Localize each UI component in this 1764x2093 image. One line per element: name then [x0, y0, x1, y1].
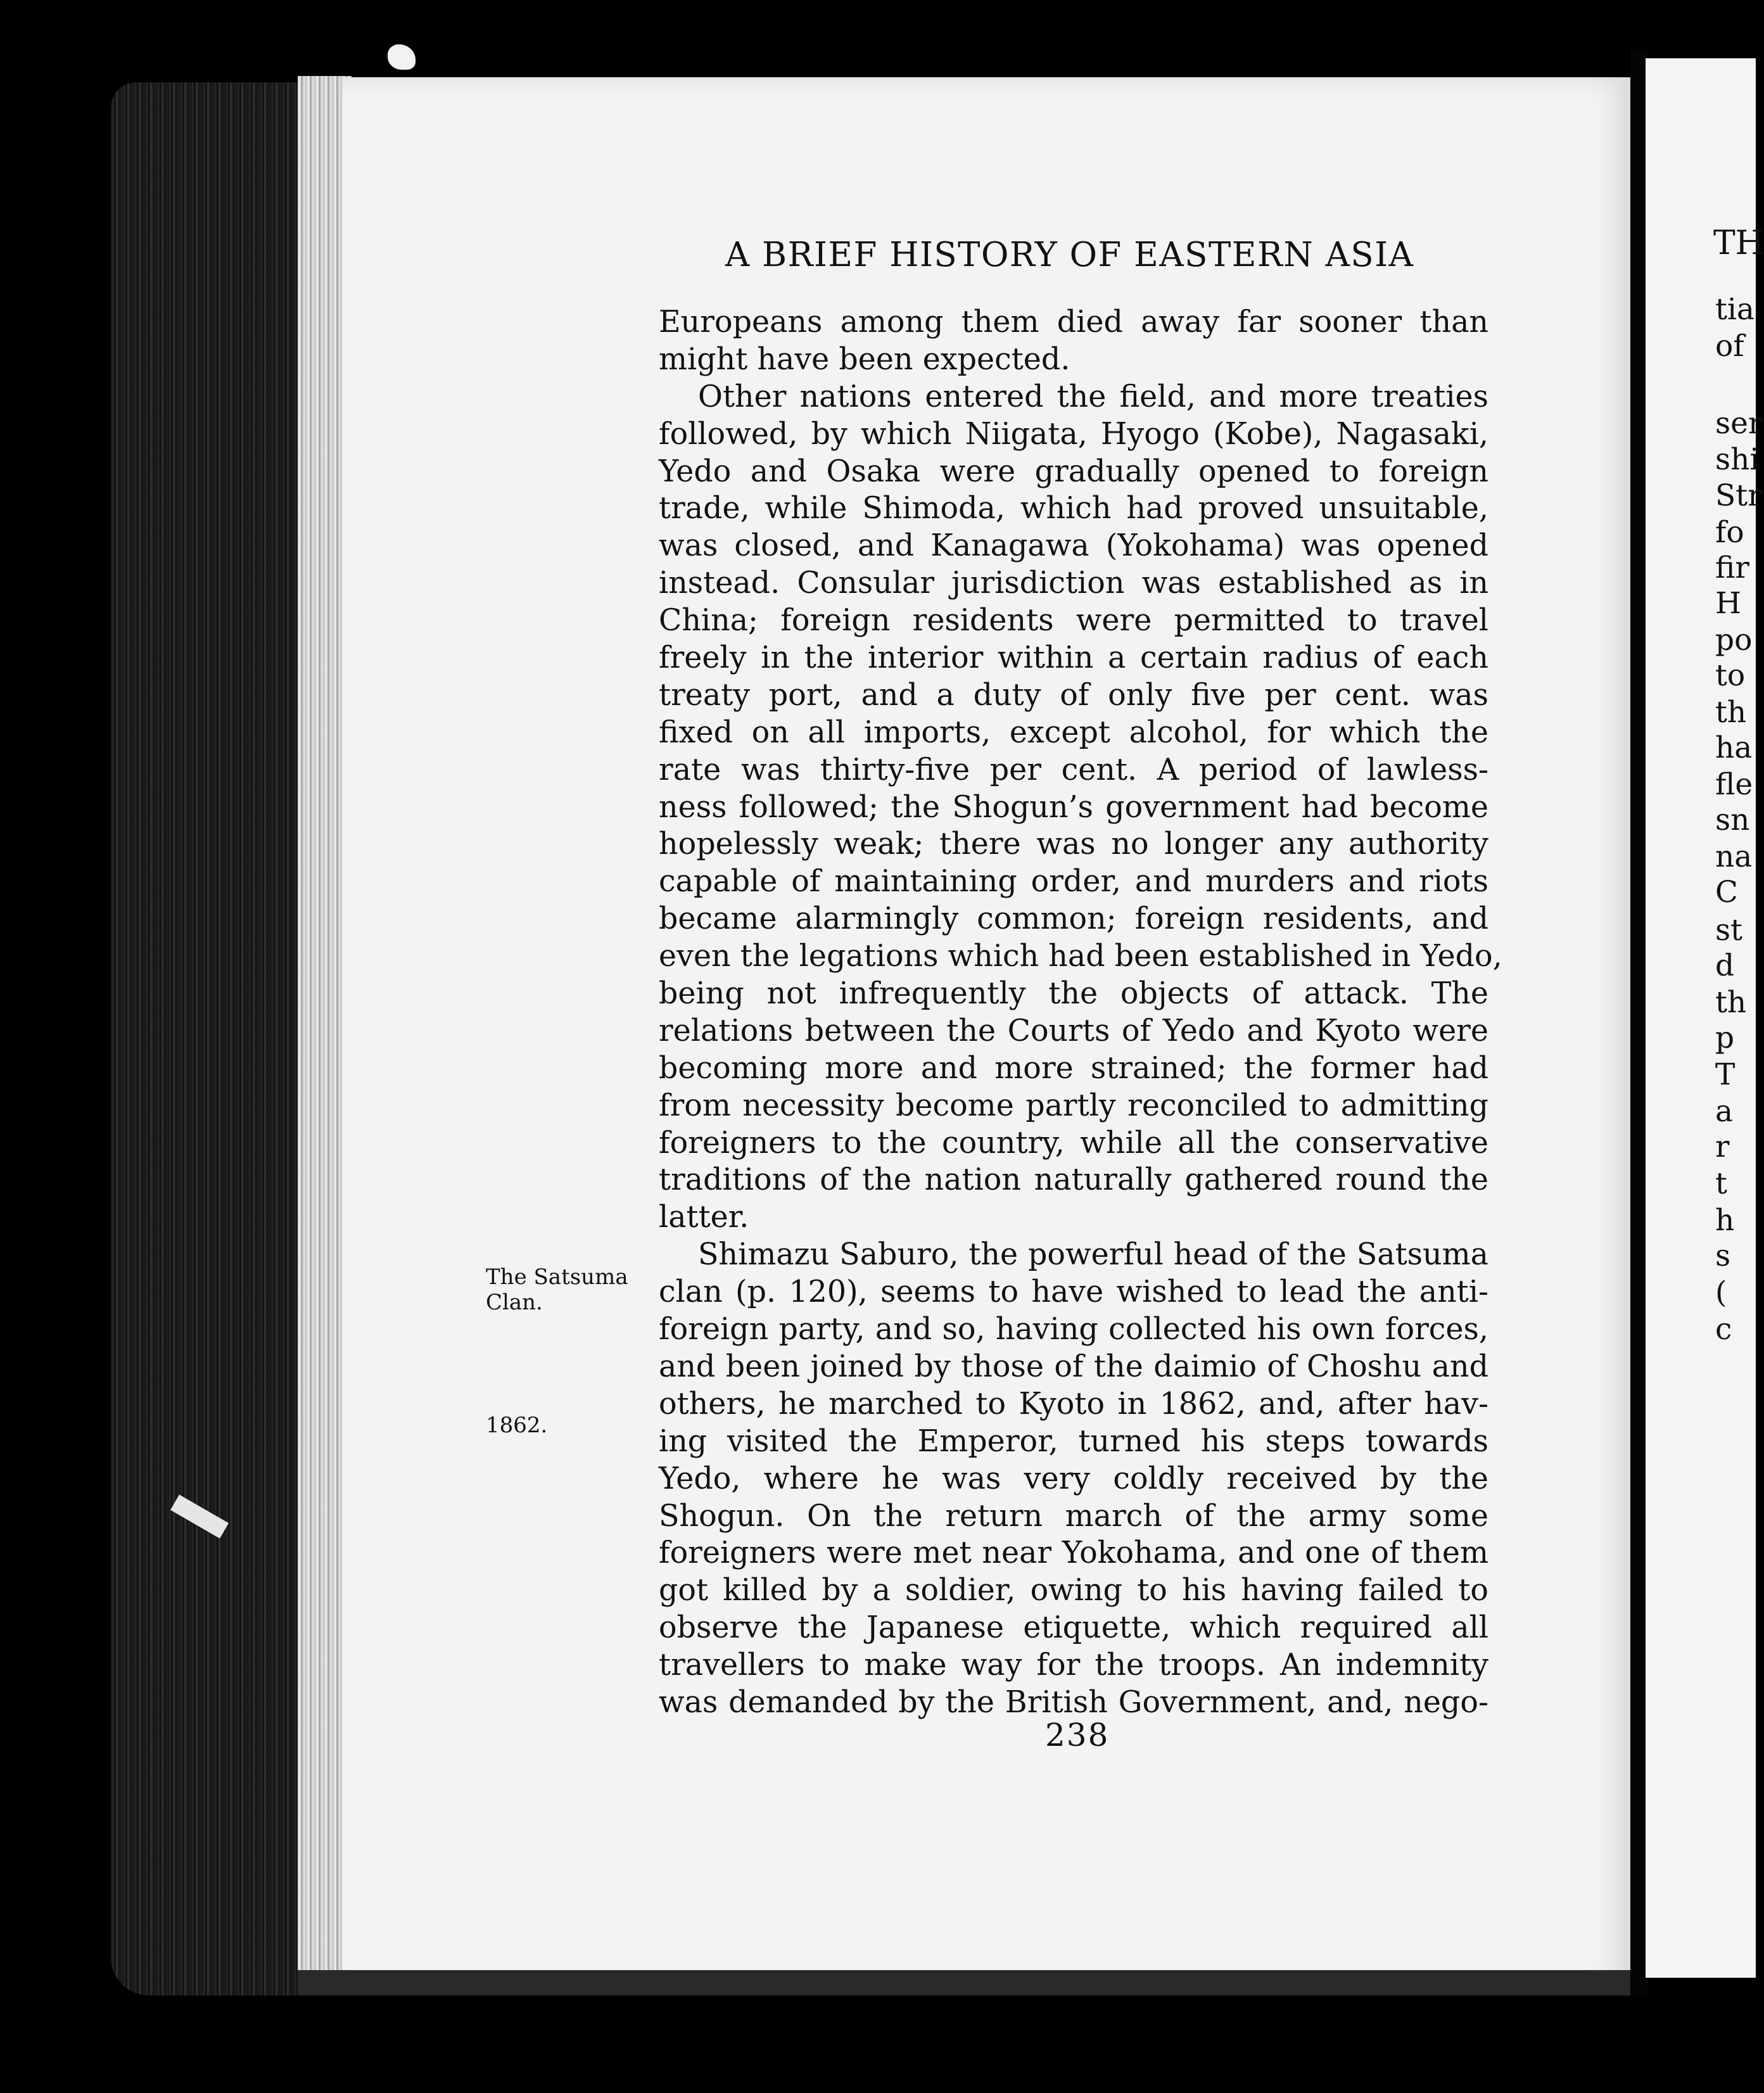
right-page-fragment-text: sn — [1715, 803, 1750, 837]
body-line: observe the Japanese etiquette, which required all — [659, 1610, 1488, 1646]
body-line: Europeans among them died away far sooner than — [659, 305, 1488, 340]
body-line: capable of maintaining order, and murders and riots — [659, 864, 1488, 900]
right-page-fragment-text: fle — [1715, 767, 1753, 802]
body-line: Yedo, where he was very coldly received by the — [659, 1461, 1488, 1496]
paper-speck — [388, 44, 416, 70]
right-page-fragment-text: d — [1715, 948, 1735, 983]
right-page-fragment-text: ha — [1715, 730, 1753, 765]
body-line: trade, while Shimoda, which had proved unsuitable, — [659, 491, 1488, 526]
body-line: relations between the Courts of Yedo and Kyoto were — [659, 1013, 1488, 1048]
body-line: Shimazu Saburo, the powerful head of the Satsuma — [698, 1237, 1488, 1273]
body-line: Shogun. On the return march of the army some — [659, 1498, 1488, 1534]
body-line: travellers to make way for the troops. An indemnity — [659, 1648, 1488, 1683]
right-page-fragment-text: ser — [1715, 406, 1763, 441]
right-page-fragment-text: c — [1715, 1312, 1732, 1347]
body-line: instead. Consular jurisdiction was established as in — [659, 566, 1488, 601]
body-line: Yedo and Osaka were gradually opened to foreign — [659, 454, 1488, 489]
right-page-fragment-text: H — [1715, 586, 1741, 621]
right-page-fragment-text: of — [1715, 329, 1744, 364]
body-line: was closed, and Kanagawa (Yokohama) was opened — [659, 528, 1488, 564]
body-line: foreigners to the country, while all the conservative — [659, 1125, 1488, 1161]
right-page-fragment-text: a — [1715, 1094, 1734, 1129]
body-line: treaty port, and a duty of only five per cent. was — [659, 677, 1488, 713]
right-page-fragment-text: T — [1715, 1057, 1735, 1092]
right-page-fragment-text: th — [1715, 985, 1747, 1020]
right-page-fragment-text: st — [1715, 913, 1743, 948]
right-page-fragment-text: tia — [1715, 292, 1754, 327]
right-page-fragment-text: na — [1715, 839, 1753, 874]
body-line: traditions of the nation naturally gathered round the — [659, 1162, 1488, 1198]
right-page-fragment-text: TH — [1713, 224, 1764, 262]
right-page-fragment-text: po — [1715, 623, 1753, 658]
body-text — [659, 304, 1502, 1722]
right-page-fragment-text: to — [1715, 658, 1746, 693]
body-line: Other nations entered the field, and more treaties — [698, 379, 1488, 414]
right-page-fragment-text: fir — [1715, 550, 1749, 585]
right-page-fragment-text: th — [1715, 695, 1747, 730]
body-line: even the legations which had been established in Yedo, — [659, 939, 1502, 974]
body-line: latter. — [659, 1200, 749, 1235]
body-line: rate was thirty-five per cent. A period of lawless- — [659, 752, 1488, 787]
right-page-fragment-text: ( — [1715, 1275, 1727, 1310]
body-line: ing visited the Emperor, turned his steps towards — [659, 1423, 1488, 1459]
body-line: got killed by a soldier, owing to his having failed to — [659, 1573, 1488, 1608]
body-line: from necessity become partly reconciled to admitting — [659, 1088, 1488, 1123]
body-line: foreign party, and so, having collected his own forces, — [659, 1312, 1488, 1347]
body-line: followed, by which Niigata, Hyogo (Kobe), Nagasaki, — [659, 416, 1488, 452]
body-line: becoming more and more strained; the former had — [659, 1050, 1488, 1086]
body-line: ness followed; the Shogun’s government had become — [659, 789, 1488, 825]
body-line: freely in the interior within a certain radius of each — [659, 640, 1488, 676]
body-line: foreigners were met near Yokohama, and one of them — [659, 1536, 1488, 1571]
margin-note-satsuma-2: Clan. — [486, 1290, 543, 1315]
right-page-fragment-text: t — [1715, 1166, 1727, 1201]
body-line: being not infrequently the objects of attack. The — [659, 976, 1488, 1012]
running-head: A BRIEF HISTORY OF EASTERN ASIA — [725, 236, 1414, 274]
body-line: became alarmingly common; foreign residents, and — [659, 901, 1488, 937]
body-line: China; foreign residents were permitted to travel — [659, 603, 1488, 639]
right-page-fragment-text: fo — [1715, 515, 1744, 550]
right-page-fragment-text: s — [1715, 1238, 1731, 1273]
body-line: was demanded by the British Government, and, nego- — [659, 1684, 1488, 1720]
right-page-fragment-text: Str — [1715, 478, 1762, 513]
body-line: clan (p. 120), seems to have wished to lead the anti- — [659, 1275, 1488, 1310]
right-page-fragment-text: h — [1715, 1203, 1735, 1238]
body-line: hopelessly weak; there was no longer any authority — [659, 827, 1488, 862]
right-page-fragment-text: shi — [1715, 442, 1760, 477]
right-page-fragment-text: p — [1715, 1021, 1735, 1055]
margin-note-year: 1862. — [486, 1413, 548, 1438]
body-line: might have been expected. — [659, 341, 1070, 377]
right-page-fragment-text: r — [1715, 1129, 1730, 1164]
margin-note-satsuma-1: The Satsuma — [486, 1264, 628, 1290]
right-page-fragment-text: C — [1715, 875, 1738, 910]
body-line: and been joined by those of the daimio of Choshu and — [659, 1349, 1488, 1384]
page-bottom-edge — [298, 1970, 1634, 1995]
body-line: fixed on all imports, except alcohol, for which the — [659, 715, 1488, 750]
page-number: 238 — [1045, 1717, 1110, 1753]
body-line: others, he marched to Kyoto in 1862, and, after hav- — [659, 1386, 1488, 1422]
